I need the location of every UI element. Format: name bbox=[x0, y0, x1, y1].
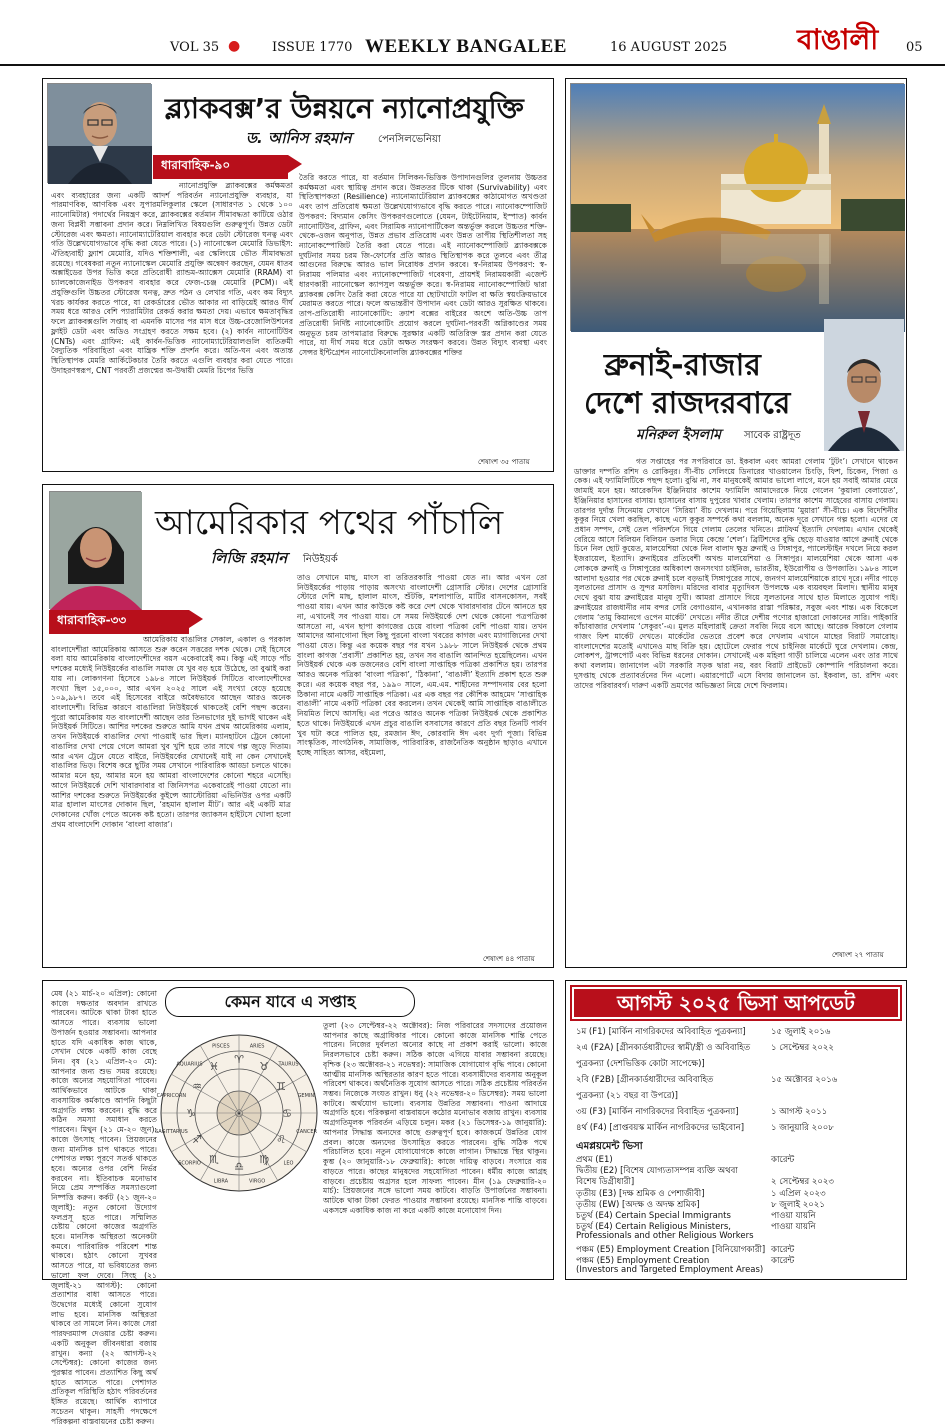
article-title: ব্ল্যাকবক্স’র উন্নয়নে ন্যানোপ্রযুক্তি bbox=[165, 92, 524, 125]
visa-category: চতুর্থ (E4) Certain Special Immigrants bbox=[576, 1211, 731, 1221]
article-column-2: তাও সেখানে মাছ, মাংস বা তরিতরকারি পাওয়া যেত না। আর এখন তো নিউইয়র্কের পাড়ায় পাড়ায় অসংখ্য বাংলাদেশী গ্রোসারি স্টোর। দেশের গ্রোসারি স্টোরে দেশি মাছ, হালাল মাংস, শুঁটকি, মশলাপাতি, মাটির বাসনকোসন, সবই পাওয়া যায়। এখন আর কাউকে কষ্ট করে দেশ থেকে খাবারদাবার টেনে আনতে হয় না, এখানেই সব পাওয়া যায়। সে সময় নিউইয়র্কে দেশ থেকে কোনো পত্রপত্রিকা আসতো না, এখন ছাপা কাগজের চেয়ে বাংলা পত্রিকা বেশি পাওয়া যায়। তখন আমাদের আনাগোনা ছিল কিছু পুরনো বাংলা খবরের কাগজ এবং ম্যাগাজিনের দেখা পাওয়া যেত। কিন্তু এর কয়েক বছর পর যখন ১৯৮৮ সালে নিউইয়র্ক থেকে প্রথম বাংলা কাগজ ‘প্রবাসী’ প্রকাশিত হয়, তখন সব বাঙালি আনন্দিত হয়েছিলেন। এখন নিউইয়র্ক থেকে এক ডজনেরও বেশি বাংলা সাপ্তাহিক পত্রিকা প্রকাশিত হয়। তারপর আরও অনেক পত্রিকা ‘বাংলা পত্রিকা’, ‘ঠিকানা’, ‘বাঙালী’ ইত্যাদি প্রকাশ হতে শুরু করে। এর কয়েক বছর পর, ১৯৯০ সালে, এম.এম. শাহীনের সম্পাদনায় বের হলো ঠিকানা নামে একটি সাপ্তাহিক পত্রিকা। এর এক বছর পর কৌশিক আহমেদ ‘সাপ্তাহিক বাঙালী’ নামে একটি পত্রিকা বের করলেন। তখন থেকেই আমি সাপ্তাহিক বাঙালীতে নিয়মিত লিখে আসছি। এর পরেও আরও অনেক পত্রিকা নিউইয়র্ক থেকে প্রকাশিত হতে থাকে। নিউইয়র্কে এখন প্রচুর বাঙালি বসবাসের কারণে প্রতি বছর তিনটি পার্বণ খুব ঘটা করে পালিত হয়, রমজান ঈদ, কোরবানি ঈদ এবং দুর্গা পূজা। বিভিন্ন সাংস্কৃতিক, সাংগঠনিক, সামাজিক, পারিবারিক, রাজনৈতিক অনুষ্ঠান ছাড়াও এখানে হচ্ছে সাহিত্য আসর, বইমেলা, bbox=[297, 573, 547, 757]
visa-title: আগস্ট ২০২৫ ভিসা আপডেট bbox=[617, 991, 855, 1015]
visa-date: পাওয়া যায়নি bbox=[771, 1222, 816, 1233]
author-location: পেনসিলভেনিয়া bbox=[378, 134, 441, 145]
svg-text:♎: ♎ bbox=[234, 1160, 244, 1173]
continued-note: শেষাংশ ২৭ পাতায় bbox=[832, 951, 884, 959]
horoscope-right-column: তুলা (২৩ সেপ্টেম্বর-২২ অক্টোবর): নিজ পরিবারের সদস্যদের প্রয়োজন আপনার কাছে অগ্রাধিকার পাবে। কোনো কাজে মানসিক শান্তি পেতে পারেন। নিজের দুর্বলতা অন্যের কাছে না প্রকাশ করাই ভালো। কাজে নিরলসভাবে চেষ্টা করুন। সঠিক কাজে এগিয়ে যাবার সম্ভাবনা রয়েছে। বৃশ্চিক (২৩ অক্টোবর-২১ নভেম্বর): সামাজিক যোগাযোগ বৃদ্ধি পাবে। কোনো আত্মীয় মানসিক অস্থিরতার কারণ হতে পারে। ব্যবসায়ীদের ব্যবসায় অনুকূল পরিবেশ থাকবে। অর্থনৈতিক সুযোগ আসতে পারে। সঠিক প্রচেষ্টায় পরিবর্তন সম্ভব। নিজেকে সংযত রাখুন। ধনু (২২ নভেম্বর-২০ ডিসেম্বর): সময় ভালো কাটবে। অর্থযোগ ভালো। ব্যবসায় উন্নতির সম্ভাবনা। পাওনা আদায়ে অগ্রগতি হবে। পরিকল্পনা বাস্তবায়নে কঠোর মনোভাব বজায় রাখুন। ব্যবসায় অগ্রগতিমূলক পরিবর্তন এড়িয়ে চলুন। মকর (২১ ডিসেম্বর-১৯ জানুয়ারি): আপনার সিদ্ধান্ত অন্যদের কাছে গুরুত্বপূর্ণ হবে। কাজকর্মে উন্নতির যোগ প্রবল। কাজে অন্যদের উৎসাহিত করতে পারবেন। বুদ্ধি সঠিক পথে পরিচালিত হবে। নতুন যোগাযোগকে কাজে লাগান। সিদ্ধান্তে স্থির থাকুন। কুম্ভ (২০ জানুয়ারি-১৮ ফেব্রুয়ারি): কাজে দায়িত্ব বাড়বে। সংসারে ব্যয় বাড়তে পারে। কাছের মানুষদের সহযোগিতা পাবেন। ধর্মীয় কাজে আগ্রহ বাড়বে। প্রচেষ্টায় অগ্রসর হলে সাফল্য পাবেন। মীন (১৯ ফেব্রুয়ারি-২০ মার্চ): প্রিয়জনের সঙ্গে ভালো সময় কাটবে। বাড়তি উপার্জনের সম্ভাবনা। আটকে থাকা টাকা ফেরত পাওয়ার সম্ভাবনা রয়েছে। মানসিক শান্তি বাড়বে। একসঙ্গে একাধিক কাজ না করে একটি কাজে মনোযোগ দিন। bbox=[323, 1021, 547, 1215]
svg-text:♑: ♑ bbox=[186, 1107, 196, 1120]
visa-category: ৪র্থ (F4) [প্রাপ্তবয়স্ক মার্কিন নাগরিকদের ভাইবোন] bbox=[576, 1123, 745, 1133]
visa-family-table bbox=[566, 1025, 908, 1137]
svg-text:☉: ☉ bbox=[234, 1109, 244, 1120]
visa-date: কারেন্ট bbox=[771, 1255, 795, 1266]
visa-update-section bbox=[565, 980, 907, 1280]
horoscope-section bbox=[42, 980, 554, 1426]
svg-text:♌: ♌ bbox=[276, 1133, 286, 1146]
article-title: আমেরিকার পথের পাঁচালি bbox=[155, 503, 504, 543]
visa-category: তৃতীয় (E3) [দক্ষ শ্রমিক ও পেশাজীবী] bbox=[576, 1188, 705, 1199]
svg-text:♍: ♍ bbox=[259, 1153, 269, 1166]
zodiac-label: CAPRICORN bbox=[156, 1092, 187, 1099]
visa-date: ২ সেপ্টেম্বর ২০২৩ bbox=[771, 1177, 834, 1188]
issue-number: ISSUE 1770 bbox=[272, 40, 353, 55]
zodiac-wheel bbox=[155, 1033, 319, 1193]
author-photo-lizzy bbox=[49, 491, 141, 609]
horoscope-left-column: মেষ (২১ মার্চ-২০ এপ্রিল): কোনো কাজে দক্ষতার অবদান রাখতে পারবেন। আটকে থাকা টাকা হাতে আসতে পারে। ব্যবসায় ভালো উপার্জন হওয়ার সম্ভাবনা। আপনার হাতে যদি একাধিক কাজ থাকে, সেখান থেকে একটি কাজ বেছে নিন। বৃষ (২১ এপ্রিল-২০ মে): আপনার জন্য শুভ সময় রয়েছে। কাজে অন্যের সহযোগিতা পাবেন। আর্থিকভাবে আটকে থাকা ব্যবসায়িক কর্মকাণ্ডে আপনি কিছুটা অগ্রগতি লক্ষ্য করবেন। বুদ্ধি করে কঠিন সমস্যা সমাধান করতে পারবেন। মিথুন (২১ মে-২০ জুন): কাজে উৎসাহ পাবেন। প্রিয়জনের জন্য মানসিক চাপ থাকতে পারে। পেশাগত লক্ষ্য পূরণে সতর্ক থাকতে হবে। অন্যের ওপর বেশি নির্ভর করবেন না। ইতিবাচক মনোভাব নিয়ে প্রেম সম্পর্কিত সমস্যাগুলো নিষ্পত্তি করুন। কর্কট (২১ জুন-২০ জুলাই): নতুন কোনো উদ্যোগ ফলপ্রসূ হতে পারে। সম্মিলিত চেষ্টায় কোনো কাজের অগ্রগতি হবে। মানসিক অস্থিরতা অনেকটা কমবে। পারিবারিক পরিবেশ শান্ত থাকবে। হঠাৎ কোনো সুখবর আসতে পারে, যা ভবিষ্যতের জন্য ভালো ফল দেবে। সিংহ (২১ জুলাই-২১ আগস্ট): কোনো প্রত্যাশার বাধা আসতে পারে। উদ্বেগের মধ্যেই কোনো সুযোগ লাভ হবে। মানসিক অস্থিরতা থাকবে তা সামলে নিন। কাজে সেরা পারফরম্যান্স দেওয়ার চেষ্টা করুন। একটি অনুকূল জীবনধারা বজায় রাখুন। কন্যা (২২ আগস্ট-২২ সেপ্টেম্বর): কোনো কাজের জন্য পুরস্কার পাবেন। প্রত্যাশিত কিছু অর্থ হাতে আসতে পারে। পেশাগত প্রতিকূল পরিস্থিতি হঠাৎ পরিবর্তনের ইঙ্গিত রয়েছে। আর্থিক ব্যাপারে সচেতন থাকুন। সাহসী পদক্ষেপে পরিকল্পনা বাস্তবায়নের চেষ্টা করুন। bbox=[51, 989, 157, 1426]
visa-category: প্রথম (E1) bbox=[576, 1155, 613, 1165]
issue-date: 16 AUGUST 2025 bbox=[610, 40, 728, 55]
visa-title-bar bbox=[572, 987, 900, 1019]
svg-text:♒: ♒ bbox=[192, 1080, 202, 1093]
page-number: 05 bbox=[906, 40, 923, 55]
visa-employment-table bbox=[566, 1153, 908, 1277]
bullet-icon: ● bbox=[228, 38, 241, 54]
zodiac-label: GEMINI bbox=[297, 1092, 316, 1099]
masthead bbox=[0, 0, 945, 66]
svg-text:♓: ♓ bbox=[209, 1060, 219, 1073]
article-author: লিজি রহমান bbox=[211, 549, 288, 567]
visa-date: ৮ জুলাই ২০২১ bbox=[771, 1199, 825, 1210]
article-america bbox=[42, 484, 554, 968]
article-title-line2: দেশে রাজদরবারে bbox=[584, 386, 791, 421]
zodiac-label: AQUARIUS bbox=[176, 1061, 203, 1068]
zodiac-label: VIRGO bbox=[249, 1178, 266, 1185]
visa-category: ২এ (F2A) [গ্রীনকার্ডধারীদের স্বামী/স্ত্রী ও অবিবাহিত bbox=[576, 1043, 751, 1053]
continued-note: শেষাংশ ৪৪ পাতায় bbox=[483, 955, 535, 963]
paper-name: WEEKLY BANGALEE bbox=[365, 36, 567, 57]
visa-category: (Investors and Targeted Employment Areas) bbox=[576, 1265, 764, 1275]
visa-date: ১ সেপ্টেম্বর ২০২২ bbox=[771, 1043, 834, 1053]
article-author: ড. আনিস রহমান bbox=[246, 129, 352, 147]
article-brunei bbox=[565, 78, 907, 968]
volume-number: VOL 35 bbox=[170, 40, 220, 55]
article-column-2: তৈরি করতে পারে, যা বর্তমান সিলিকন-ভিত্তিক উপাদানগুলির তুলনায় উচ্চতর কর্মক্ষমতা এবং স্থায়িত্ব প্রদান করে। উন্নততর টিকে থাকা (Survivability) এবং স্থিতিস্থাপকতা (Resilience) ন্যানোম্যাটেরিয়াল ব্ল্যাকবক্সের কাঠামোগত অখণ্ডতা এবং তাপ প্রতিরোধ ক্ষমতা উল্লেখযোগ্যভাবে বৃদ্ধি করতে পারে। ন্যানোকম্পোজিট উপকরণ: বিদ্যমান কেসিং উপকরণগুলোতে (যেমন, টাইটেনিয়াম, ইস্পাত) কার্বন ন্যানোটিউব, গ্রাফিন, এবং সিরামিক ন্যানোপার্টিকেল অন্তর্ভুক্ত করলে উচ্চতর শক্তি-থেকে-ওজন অনুপাত, উন্নত প্রভাব প্রতিরোধ এবং উন্নত তাপীয় স্থিতিশীলতা সহ ন্যানোকম্পোজিট তৈরি করা যেতে পারে। এই ন্যানোকম্পোজিট ব্ল্যাকবক্সকে দুর্ঘটনার সময় চরম জি-ফোর্সের প্রতি আরও স্থিতিস্থাপক করে তুলবে এবং তীব্র আগুনের বিরুদ্ধে আরও ভাল নিরোধক প্রদান করবে। স্ব-নিরাময় উপকরণ: স্ব-নিরাময় পলিমার এবং ন্যানোকম্পোজিট গবেষণা, প্রায়শই নিরাময়কারী এজেন্ট ধারণকারী ন্যানোস্কেল ক্যাপসুল অন্তর্ভুক্ত করে। স্ব-নিরাময় ন্যানোকম্পোজিট দ্বারা ব্ল্যাকবক্স কেসিং তৈরি করা যেতে পারে যা ছোটখাটো ফাটল বা ক্ষতি স্বয়ংক্রিয়ভাবে মেরামত করতে পারে। ফলে অভ্যন্তরীণ উপাদান এবং ডেটা আরও সুরক্ষিত থাকবে। তাপ-প্রতিরোধী ন্যানোকোটিং: ক্র্যাশ বক্সের বাইরের অংশে অতি-উচ্চ তাপ প্রতিরোধী নির্দিষ্ট ন্যানোকোটিং প্রয়োগ করলে দুর্ঘটনা-পরবর্তী অগ্নিকাণ্ডের সময় অনুভূত চরম তাপমাত্রার বিরুদ্ধে সুরক্ষার একটি অতিরিক্ত স্তর প্রদান করা যেতে পারে, যা দীর্ঘ সময় ধরে ডেটা অক্ষত সংরক্ষণ করবে। উন্নত বিদ্যুৎ ব্যবস্থা এবং সেন্সর ইন্টিগ্রেশন ন্যানোটেকনোলজি ব্ল্যাকবক্সের শক্তির bbox=[299, 173, 547, 357]
visa-category: পুত্রকন্যা (দেশভিত্তিক কোটা সাপেক্ষে)] bbox=[576, 1059, 705, 1069]
employment-title: এমপ্লয়মেন্ট ভিসা bbox=[576, 1141, 643, 1152]
paper-logo: বাঙালী bbox=[797, 23, 879, 56]
zodiac-label: LEO bbox=[283, 1160, 294, 1167]
visa-date: ১ আগস্ট ২০১১ bbox=[771, 1107, 828, 1117]
article-body: গত সপ্তাহের পর সপরিবারে ডা. ইকবাল এবং আমরা গেলাম ‘টুটং’। সেখানে থাকেন ডাক্তার দম্পতি রশিদ ও রোকিনুর। সী-বীচ সেলিংয়ে ডিনারের খাওয়ালেন চিংড়ি, ফিশ, চিকেন, পিজা ও কেক। এই ফ্যামিলিটিকে পছন্দ হলো। বুঝি না, সব মানুষকেই আমার ভালো লাগে, মনে হয় সবাই আমার মেয়ে জামাই মনে হয়। আরেকদিন ইঞ্জিনিয়ার কাশেম ফ্যামিলি আমাদেরকে নিয়ে গেলেন ‘কুয়ালা বেলায়েত’, ইঞ্জিনিয়ার হাসানের বাসায়। হ্যাসানের বাসায় দুপুরের খাবার খেলাম। তারপর কাশেম সাহেবের বাসায় গেলাম। তারপর দুর্দান্ত সিনেমায় সেখানে ‘সিরিয়া’ বীচ দেখলাম। পরে গিয়েছিলাম ‘মুয়ারা’ সী-বীচে। এক বিদেশিনীর কুকুর নিয়ে খেলা করছিল, কাছে এসে কুকুর সম্পর্কে কথা বললাম, অনেক দূরে সেখানে গল্প হলো। এদের যে প্রধান সম্পদ, সেই তেল পরিদর্শনে গিয়ে গেলাম তেলের খনিতে। প্লাটফর্ম ইত্যাদি দেখলাম। এখান থেকেই বেরিয়ে আসে বিলিয়ন বিলিয়ন ডলার দিয়ে কেন্দ্রে ‘শেল’। ব্রিটিশদের বুদ্ধি ছেড়ে যাওয়ার আগে ব্রুনাই থেকে চিনে নিল ছোট কুয়েত, মালয়েশিয়া থেকে নিল বালাদ ক্ষুদ্র ব্রুনাই ও সিঙ্গাপুর, প্যালেস্টাইন দখলে নিয়ে করল ইজরায়েল, ইত্যাদি। ব্রুনাইয়ের প্রতিবেশী অখন্ড মালয়েশিয়া ও সিঙ্গাপুর। মালয়েশিয়া থেকে আসা এক লোককে ব্রুনাই ও সিঙ্গাপুরের অধিকাংশ জনসংখ্যা চাইনিজ, ভারতীয়, ইউরোপীয় ও উপজাতি। ১৯৮৪ সালে আলাদা হওয়ার পর থেকে ব্রুনাই চলে বড়ভাই সিঙ্গাপুরের সাথে, জনগণ মালয়েশিয়াকে রাখে দূরে। নদীর পাড়ে সুলতানের প্রাসাদ ও সুন্দর মসজিদ। মরিদের বাবার মৃত্যুদিবস উপলক্ষে এক ব্যয়বহুল মিলাদ। স্থানীয় মানুষ দেখে বুঝা যায় ব্রুনাইয়ের মানুষ সুখী। আমরা প্রাসাদে গিয়ে সুলতানের সাথে হাত মিলাতে সুযোগ পাই। ব্রুনাইয়ের রাজধানীর নাম বন্দর সেরি বেগাওয়ান, এখানকার রাস্তা পরিষ্কার, সবুজ এবং শান্ত। এক বিকেলে গেলাম ‘তামু কিয়ানগে ওপেন মার্কেট’ দেখতে। নদীর তীরে দেশীয় পণ্যের হাজারো দোকানের সারি। পাইকারি কাঁচাবাজার দেখলাম ‘সেকুরং’-এ। মুলত মহিলারাই ক্রেতা সবজি নিয়ে বসে আছে। আরেক বিকালে গেলাম গাজং ফিশ মার্কেট দেখতে। মার্কেটের ভেতরে প্রবেশ করে দেখলাম এখানে মাছের বিরাট সমারোহ। বাংলাদেশের মতোই এখানেও মাছ বিক্রি হয়। হোটেলে ফেরার পথে চাইনিজ মার্কেটে ঘুরে দেখলাম। কেন্দ্র, লোকশপ, ট্রান্সপোর্ট এবং বিভিন্ন ধরনের দোকান। সেখানেই এক মহিলা গাড়ী চালিয়ে এলেন এবং তার সাথে কথা বললাম। জানাগেল এটা সরকারি সড়ক দ্বারা নয়, বরং বিরাট প্রাইভেট কোম্পানি পরিচালনা করে। দুসপ্তাহ থেকে প্রত্যাবর্তনের দিন এলো। এয়ারপোর্টে এসে বিদায় জানালেন ডা. ইকবাল, ডা. রশিদ এবং তাদের পরিবারবর্গ। দারুণ একটি ভ্রমণের অভিজ্ঞতা নিয়ে দেশে ফিরলাম। bbox=[574, 457, 898, 690]
visa-category: ২বি (F2B) [গ্রীনকার্ডধারীদের অবিবাহিত bbox=[576, 1075, 714, 1085]
visa-date: ১ জানুয়ারি ২০০৮ bbox=[771, 1123, 834, 1133]
visa-category: তৃতীয় (EW) [অদক্ষ ও অদক্ষ শ্রমিক] bbox=[576, 1199, 700, 1210]
visa-category: পুত্রকন্যা (২১ বছর বা উপরে)] bbox=[576, 1091, 678, 1101]
article-column-1: ন্যানোপ্রযুক্তি ব্ল্যাকবক্সের কর্মক্ষমতা এবং ব্যবহারের জন্য একটি আদর্শ পরিবর্তন ন্যানোপ্রযুক্তি ব্যবহার, যা পারমাণবিক, আণবিক এবং সুপারমলিকুলার স্কেলে (সাধারণত ১ থেকে ১০০ ন্যানোমিটার) পদার্থের নিয়ন্ত্রণ করে, ব্ল্যাকবক্সের বর্তমান সীমাবদ্ধতা কাটিয়ে ওঠার জন্য বিপ্লবী সম্ভাবনা প্রদান করে। নিম্নলিখিত বিষয়গুলি গুরুত্বপূর্ণ। উন্নত ডেটা স্টোরেজ এবং ক্ষমতা। ন্যানোম্যাটেরিয়াল ব্যবহার করে ডেটা স্টোরেজ ঘনত্ব এবং গতি উল্লেখযোগ্যভাবে বৃদ্ধি করা যেতে পারে। (১) ন্যানোস্কেল মেমোরি ডিভাইস: ঐতিহ্যবাহী ফ্ল্যাশ মেমোরি, যদিও শক্তিশালী, এর স্কেলিংয়ে ভৌত সীমাবদ্ধতা রয়েছে। গবেষকরা নতুন ন্যানোস্কেল মেমোরি প্রযুক্তি অন্বেষণ করছেন, যেমন ধাতব অক্সাইডের উপর ভিত্তি করে প্রতিরোধী র‍্যান্ডম-অ্যাক্সেস মেমোরি (RRAM) বা চ্যালকোজেনাইড উপকরণ ব্যবহার করে ফেজ-চেঞ্জ মেমোরি (PCM)। এই প্রযুক্তিগুলি উচ্চতর স্টোরেজ ঘনত্ব, দ্রুত পঠন ও লেখার গতি, এবং কম বিদ্যুৎ খরচ কার্যকর করতে পারে, যা রেকর্ডারের ভৌত আকার না বাড়িয়েই আরও দীর্ঘ সময় ধরে আরও বেশি প্যারামিটার রেকর্ড করার ক্ষমতা দেয়। এভাবে ক্ষমতাবৃদ্ধির ফলে ব্ল্যাকবক্সগুলি সপ্তাহ বা এমনকি মাসের পর মাস ধরে উচ্চ-রেজোলিউশনের ফ্লাইট ডেটা এবং অডিও সংগ্রহণ করতে সক্ষম হবে। (২) কার্বন ন্যানোটিউব (CNTs) এবং গ্রাফিন: এই কার্বন-ভিত্তিক ন্যানোম্যাটেরিয়ালগুলি ব্যতিক্রমী বৈদ্যুতিক পরিবাহিতা এবং যান্ত্রিক শক্তি প্রদর্শন করে। অতি-ঘন এবং অত্যন্ত স্থিতিস্থাপক মেমরি আর্কিটেকচার তৈরি করতে এগুলি ব্যবহার করা যেতে পারে। উদাহরণস্বরূপ, CNT পরবর্তী প্রজন্মের অ-উদ্বায়ী মেমরি চিপের ভিত্তি bbox=[51, 181, 293, 375]
svg-text:♋: ♋ bbox=[282, 1107, 292, 1120]
article-blackbox bbox=[42, 78, 554, 472]
zodiac-label: PISCES bbox=[212, 1043, 230, 1050]
visa-date: পাওয়া যায়নি bbox=[771, 1211, 816, 1221]
author-photo-anis bbox=[47, 83, 151, 183]
article-column-1: আমেরিকায় বাঙালির সেকাল, একাল ও পরকাল বাংলাদেশীরা আমেরিকায় আসতে শুরু করেন সত্তরের দশক থেকে। সেই হিসেবে বলা যায় আমেরিকায় বাংলাদেশীদের বয়স একেবারেই কম। কিন্তু এই সাড়ে পাঁচ দশকের মধ্যেই নিউইয়র্কের বাঙালি সমাজ যে খুব বড় হয়ে উঠেছে, তা বুঝাই করা যায় না। লোকগণনা হিসেবে ১৯৮৪ সালে নিউইয়র্ক সিটিতে বাংলাদেশীদের সংখ্যা ছিল ১৫,০০০, আর এখন ২০২৫ সালে এই সংখ্যা বেড়ে হয়েছে ১০৯,৯৮৭। তবে এই হিসেবের বাইরে অবৈধভাবে আছেন আরও অনেক বাংলাদেশী। বিভিন্ন কারণে বাঙালিরা নিউইয়র্কে থাকতেই বেশি পছন্দ করেন। পুরো আমেরিকায় যত বাংলাদেশী আছেন তার তিনভাগের দুই ভাগই থাকেন এই নিউইয়র্ক সিটিতে। আশির দশকের শুরুতে আমি যখন প্রথম আমেরিকায় এলাম, তখন নিউইয়র্কে বাঙালির দেখা পাওয়াই ভার ছিল। ম্যানহাটনে ট্রেনে কোনো বাঙালির দেখা পেয়ে গেলে আমরা খুব খুশি হয়ে তার সাথে গল্প জুড়ে দিতাম। আর এখন ট্রেনে যেতে বাইরে, নিউইয়র্কের যেখানেই যাই না কেন সেখানেই বাঙালির ভিড়। বিশেষ করে ছুটির সময় সেখানে পারিবারিক আড্ডা চলতে থাকে। আমার মনে হয়, আমার মনে হয় আমরা বাংলাদেশের কোনো শহরে এসেছি। আগে নিউইয়র্কে দেশি খাবারদাবার বা জিনিসপত্র একেবারেই পাওয়া যেতো না। আশির দশকের শুরুতে নিউইয়র্কের কুইন্সে অ্যাস্টোরিয়া এভিনিউর ওপর একটি মাত্র হালাল মাংসের দোকান ছিল, ‘রহমান হালাল মীট’। আর এই একটি মাত্র দোকানের খোঁজ পেতে অনেক কষ্ট হতো। তারপর জ্যাকসন হাইটসে খোলা হলো প্রথম বাংলাদেশি দোকান ‘বাংলা বাজার’। bbox=[51, 635, 291, 829]
visa-date: ১৫ অক্টোবর ২০১৬ bbox=[771, 1075, 838, 1085]
series-tag: ধারাবাহিক-৯০ bbox=[153, 155, 288, 179]
zodiac-wheel-icon bbox=[155, 1033, 319, 1193]
visa-category: ৩য় (F3) [মার্কিন নাগরিকদের বিবাহিত পুত্রকন্যা] bbox=[576, 1107, 739, 1117]
visa-category: পঞ্চম (E5) Employment Creation [বিনিয়োগকারী] bbox=[576, 1244, 766, 1255]
zodiac-label: SCORPIO bbox=[178, 1160, 201, 1167]
visa-category: পঞ্চম (E5) Employment Creation bbox=[576, 1255, 710, 1266]
svg-text:♉: ♉ bbox=[259, 1060, 269, 1073]
mosque-photo bbox=[570, 83, 904, 331]
author-location: নিউইয়র্ক bbox=[303, 554, 338, 565]
zodiac-label: ARIES bbox=[249, 1043, 265, 1050]
visa-category: ১ম (F1) [মার্কিন নাগরিকদের অবিবাহিত পুত্রকন্যা] bbox=[576, 1027, 746, 1037]
series-tag: ধারাবাহিক-৩৩ bbox=[49, 610, 189, 634]
svg-text:♊: ♊ bbox=[276, 1080, 286, 1093]
horoscope-title-bar bbox=[165, 987, 415, 1017]
visa-date: কারেন্ট bbox=[771, 1155, 795, 1165]
svg-text:♈: ♈ bbox=[234, 1053, 244, 1066]
visa-category: দ্বিতীয় (E2) [বিশেষ যোগ্যতাসম্পন্ন ব্যক্তি অথবা bbox=[576, 1166, 738, 1177]
article-author: মনিরুল ইসলাম bbox=[636, 427, 721, 443]
visa-category: বিশেষ ডিগ্রীধারী] bbox=[576, 1177, 635, 1188]
svg-text:♏: ♏ bbox=[209, 1153, 219, 1166]
visa-category: Professionals and other Religious Workers bbox=[576, 1231, 754, 1242]
visa-date: ১৫ জুলাই ২০১৬ bbox=[771, 1027, 831, 1037]
zodiac-label: SAGITTARIUS bbox=[155, 1129, 188, 1136]
continued-note: শেষাংশ ৩৫ পাতায় bbox=[478, 458, 530, 466]
svg-text:♐: ♐ bbox=[192, 1133, 202, 1146]
zodiac-label: LIBRA bbox=[213, 1178, 229, 1185]
horoscope-title: কেমন যাবে এ সপ্তাহ bbox=[224, 992, 356, 1011]
visa-date: কারেন্ট bbox=[771, 1244, 795, 1255]
visa-category: চতুর্থ (E4) Certain Religious Ministers, bbox=[576, 1222, 731, 1233]
zodiac-label: CANCER bbox=[296, 1129, 317, 1136]
visa-date: ১ এপ্রিল ২০২৩ bbox=[771, 1188, 826, 1199]
zodiac-label: TAURUS bbox=[278, 1061, 299, 1068]
article-title-line1: ব্রুনাই-রাজার bbox=[604, 348, 761, 383]
author-title: সাবেক রাষ্ট্রদূত bbox=[744, 430, 801, 441]
author-photo-monirul bbox=[824, 319, 904, 451]
